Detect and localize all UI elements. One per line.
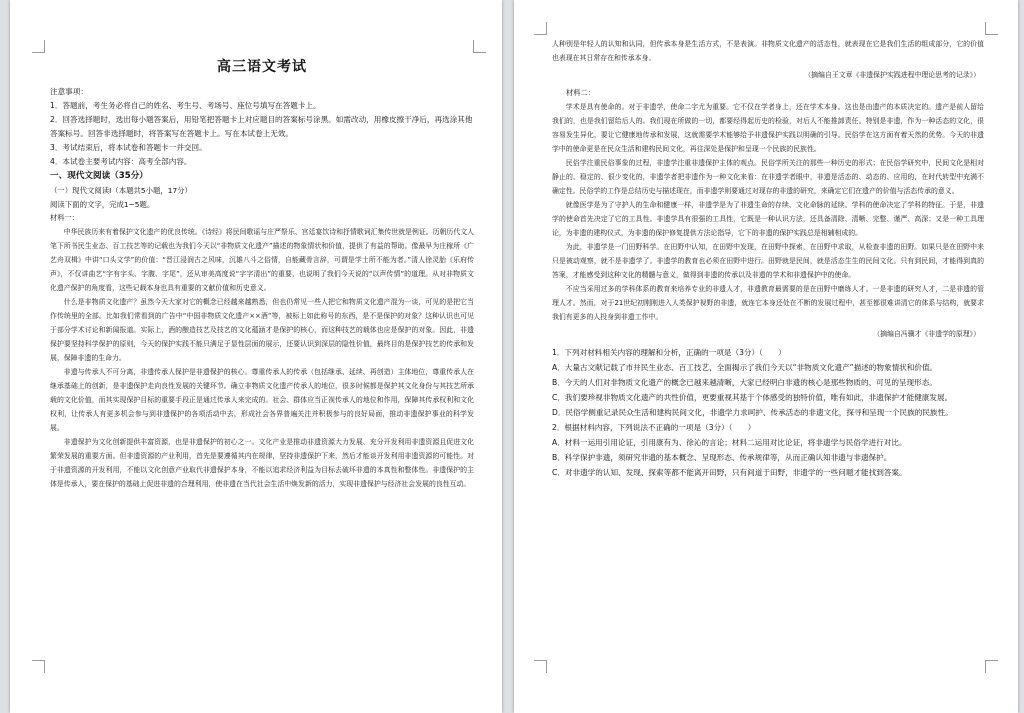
document-page-left bbox=[10, 0, 502, 713]
body-paragraph: 非遗保护为文化创新提供丰富资源，也是非遗保护的初心之一。文化产业是推动非遗资源大力发展、充分开发利用非遗资源且促进文化繁荣发展的重要方面。但非遗资源的产业利用，首先是要遵循其内在规律，坚持非遗保护下来，然后才能谈开发利用非遗资源的可能性。对于非遗资源的开发利用，不能以文化创意产业取代非遗保护本身，不能以追求经济利益为目标去破坏非遗的本真性和整体性。非遗保护的主体是传承人，要在保护的基础上促进非遗的合理利用，使非遗在当代社会生活中焕发新的活力，实现非遗保护与经济社会发展的良性互动。 bbox=[50, 437, 474, 488]
body-paragraph: 中华民族历来有着保护文化遗产的优良传统。《诗经》将民间歌谣与庄严祭乐、宫廷宴饮诗和抒情歌词汇集传世就是例证。历朝历代文人笔下所书民生业态、百工技艺等的记载也为我们今天以“非物质文化遗产”描述的物象情状和价值，提供了有益的帮助。像最早为庄稼所《广艺舟双楫》中讲“口头文学”的价值：“晋江浸润古之风味，沉雄八斗之俗情，自能藏骨言辞，可谓是学士所不能为者。”清人徐灵胎《乐府传声》，不仅讲曲艺“字有字头、字腹、字尾”，还从审美高度说“字字清出”的重要，也说明了我们今天说的“以声传情”的道理。从对非物质文化遗产保护的角度看，这些记载本身也具有重要的文献价值和历史意义。 bbox=[50, 227, 474, 292]
notice-heading: 注意事项： bbox=[50, 87, 88, 96]
corner-mark bbox=[534, 660, 547, 673]
corner-mark bbox=[32, 660, 45, 673]
body-paragraph: 为此，非遗学是一门田野科学。在田野中认知，在田野中发现，在田野中探索，在田野中求取，从检查非遗的田野。如果只是在田野中来只是被动观察，就不是非遗学了。非遗学的教育也必须在田野中进行。田野就是民间，就是活态生生的民间文化。只有到民间，才能得到真的答案，才能感受到这种文化的精髓与意义，做得到非遗的传承以及非遗的学术和非遗保护中的使命。 bbox=[552, 242, 984, 279]
corner-mark bbox=[985, 660, 998, 673]
material-label: 材料一： bbox=[50, 213, 79, 222]
question-stem: 2．根据材料内容，下列说法不正确的一项是（3分）（ ） bbox=[552, 422, 756, 432]
question-stem: 1．下列对材料相关内容的理解和分析，正确的一项是（3分）（ ） bbox=[552, 347, 786, 357]
answer-option: B．科学保护非遗，须研究非遗的基本概念、呈现形态、传承规律等，从而正确认知非遗与非遗保护。 bbox=[552, 452, 892, 462]
section-heading: 一、现代文阅读（35分） bbox=[50, 171, 148, 181]
body-paragraph: 学术是具有使命的。对于非遗学，使命二字尤为重要。它不仅在学者身上，还在学术本身。这也是由遗产的本质决定的。遗产是前人留给我们的，也是我们留给后人的。我们现在所做的一切，都要经得起历史的检验，对后人不能推卸责任。特别是非遗，作为一种活态的文化，很容易发生异化，要让它健康地传承和发展，这就需要学术能够给予非遗保护实践以明确的引导。民俗学在这方面有着天然的优势。今天的非遗学中的使命更是在民众生活和建构民间文化，再往深处是保护和呈现一个民族的民族性。 bbox=[552, 102, 984, 153]
answer-option: B．今天的人们对非物质文化遗产的概念已越来越清晰，大家已经明白非遗的核心是那些物质的、可见的呈现形态。 bbox=[552, 377, 937, 387]
body-paragraph: 民俗学注重民俗事象的过程，非遗学注重非遗保护主体的观点。民俗学所关注的那些一种历史的形式；在民俗学研究中，民间文化是相对静止的、稳定的、很少变化的，非遗学者把非遗作为一种文化来看：在非遗学者眼中，非遗是活态的、动态的、应用的，在时代转型中充满不确定性。民俗学的工作是总结历史与描述现在，而非遗学则要通过对现存的非遗的研究，来确定它们在遗产的价值与活态传承的意义。 bbox=[552, 158, 984, 195]
answer-option: D．民俗学侧重记录民众生活和建构民间文化，非遗学力求呵护、传承活态的非遗文化，探寻和呈现一个民族的民族性。 bbox=[552, 407, 953, 417]
body-paragraph-continued: 人种别是年轻人的认知和认同，但传承本身是生活方式，不是表演。非物质文化遗产的活态性，就表现在它是我们生活的组成部分，它的价值也表现在其日常存在和传承本身。 bbox=[552, 40, 984, 62]
body-paragraph: 非遗与传承人不可分离，非遗传承人保护是非遗保护的核心。尊重传承人的传承（包括继承、延续、再创造）主体地位，尊重传承人在继承基础上的创新，是非遗保护走向良性发展的关键环节。确立非物质文化遗产传承人的地位，很多时候都是保护其文化身份与其技艺所承载的文化价值，而其实现保护目标的重要手段正是通过传承人来完成的。社会、群体应当正视传承人的地位和作用，保障其传承权利和文化权利，让传承人有更多机会参与到非遗保护的各项活动中去，形成社会各界普遍关注并积极参与的良好局面，推动非遗保护事业的科学发展。 bbox=[50, 367, 474, 432]
document-page-right bbox=[514, 0, 1018, 713]
notice-item: 2．回答选择题时，选出每小题答案后，用铅笔把答题卡上对应题目的答案标号涂黑。如需改动，用橡皮擦干净后，再选涂其他答案标号。回答非选择题时，将答案写在答题卡上。写在本试卷上无效。 bbox=[50, 115, 473, 138]
reading-instruction: 阅读下面的文字，完成1~5题。 bbox=[50, 199, 155, 209]
page-content bbox=[552, 37, 984, 713]
exam-title: 高三语文考试 bbox=[217, 59, 307, 75]
notice-item: 4．本试卷主要考试内容：高考全部内容。 bbox=[50, 157, 192, 166]
answer-option: C．对非遗学的认知、发现、探索等都不能离开田野，只有间道于田野，非遗学的一些问题才能找到答案。 bbox=[552, 467, 907, 477]
corner-mark bbox=[473, 40, 486, 53]
corner-mark bbox=[985, 22, 998, 35]
corner-mark bbox=[32, 40, 45, 53]
page-content bbox=[50, 56, 474, 713]
subsection-heading: （一）现代文阅读Ⅰ（本题共5小题，17分） bbox=[50, 186, 192, 195]
answer-option: A．大量古文献记载了市井民生业态、百工技艺，全面揭示了我们今天以“非物质文化遗产”描述的物象情状和价值。 bbox=[552, 362, 938, 372]
source-citation: （摘编自冯骥才《非遗学的原理》） bbox=[873, 329, 980, 338]
notice-item: 3．考试结束后，将本试卷和答题卡一并交回。 bbox=[50, 143, 207, 152]
body-paragraph: 什么是非物质文化遗产？虽然今天大家对它的概念已经越来越熟悉，但也仍常见一些人把它和物质文化遗产混为一谈，可见的是把它当作传统里的全部。比如我们常看到的广告中“中国非物质文化遗产××酒”等，被标上如此称号的东西，是不是保护的对象？这种认识也可见于部分学术讨论和新闻报道。实际上，酒的酿造技艺及技艺的文化蕴涵才是保护的核心，而这种技艺的载体也应是保护的对象。因此，非遗保护要坚持科学保护的原则，今天的保护实践不能只满足于显性层面的展示，还要认识到深层的隐性价值，最终目的是保护技艺的传承和发展，保障非遗的生命力。 bbox=[50, 297, 474, 362]
body-paragraph: 不应当采用过多的学科体系的教育来培养专业的非遗人才，非遗教育最需要的是在田野中磨练人才。一是非遗的研究人才，二是非遗的管理人才。然而，对于21世纪初刚刚进入人类保护视野的非遗，就连它本身还处在不断的发展过程中，甚至都很难讲清它的体系与结构，就要求我们有更多的人投身到非遗工作中。 bbox=[552, 284, 984, 321]
answer-option: C．我们要珍视非物质文化遗产的共性价值，更要重视其基于个体感受的独特价值，唯有如此，非遗保护才能健康发展。 bbox=[552, 392, 953, 402]
corner-mark bbox=[534, 22, 547, 35]
body-paragraph: 就像医学是为了守护人的生命和健康一样，非遗学是为了非遗生命的存续、文化命脉的延续。学科的使命决定了学科的特征。于是，非遗学的使命首先决定了它的工具性。非遗学具有很强的工具性，它既是一种认识方法，还具备清除、清晰、完整、谨严、高深；又是一种工具理论，为非遗的建构仪式，为非遗的保护修复提供方法论指导，它下的非遗的保护实践总是相辅相成的。 bbox=[552, 200, 984, 237]
material-label: 材料二： bbox=[566, 88, 595, 97]
notice-item: 1．答题前，考生务必将自己的姓名、考生号、考场号、座位号填写在答题卡上。 bbox=[50, 101, 321, 110]
source-citation: （摘编自王文章《非遗保护实践进程中理论思考的记录》） bbox=[804, 71, 980, 79]
answer-option: A．材料一运用引用论证，引用康有为、徐沁的言论；材料二运用对比论证，将非遗学与民俗学进行对比。 bbox=[552, 437, 907, 447]
